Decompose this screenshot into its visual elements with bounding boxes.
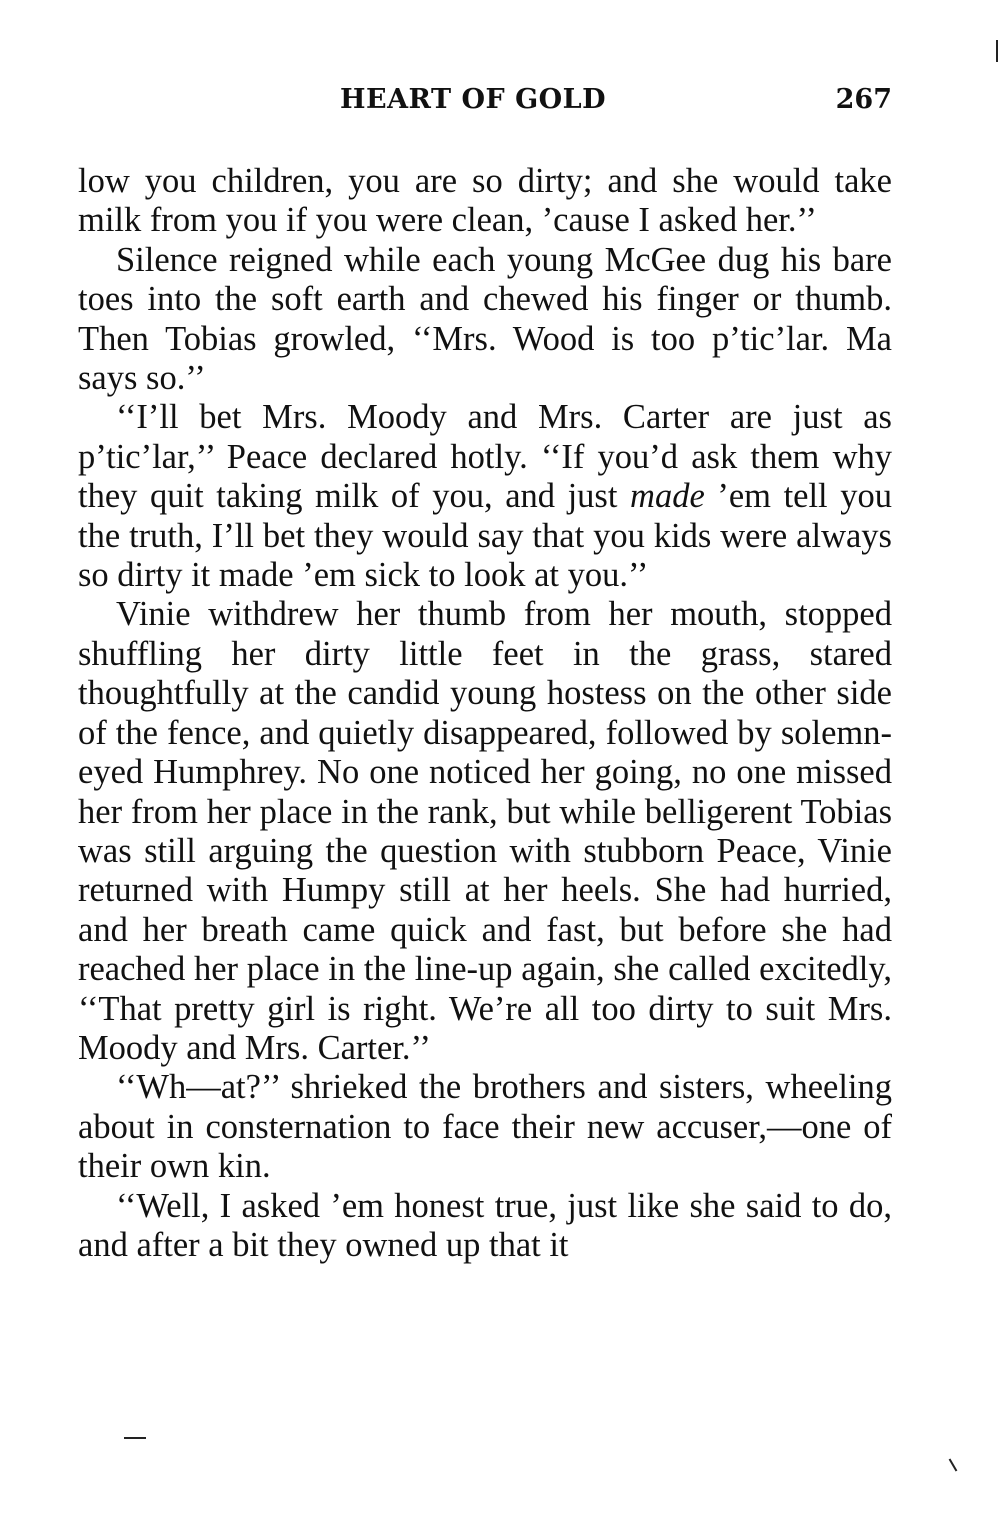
scan-speck bbox=[949, 1458, 958, 1471]
body-text bbox=[78, 162, 892, 1265]
paragraph-5: ‘‘Wh—at?’’ shrieked the brothers and sisters, wheeling about in consternation to face their new accuser,—one of their own kin. bbox=[78, 1068, 892, 1186]
paragraph-1: low you children, you are so dirty; and she would take milk from you if you were clean, ’cause I asked her.’’ bbox=[78, 162, 892, 240]
paragraph-6: ‘‘Well, I asked ’em honest true, just like she said to do, and after a bit they owned up that it bbox=[78, 1186, 892, 1264]
running-head bbox=[78, 84, 892, 124]
page-number: 267 bbox=[835, 84, 892, 115]
paragraph-3-start: ‘‘I’ll bet Mrs. Moody and Mrs. Carter are just as p’tic’lar,’’ Peace declared hotly. ‘‘If you’d ask them why they quit taking milk of you, and just bbox=[78, 398, 892, 516]
paragraph-3-end: ’em tell you the truth, I’ll bet they would say that you kids were always so dirty it made ’em sick to look at you.’’ bbox=[78, 477, 892, 595]
paragraph-4: Vinie withdrew her thumb from her mouth, stopped shuffling her dirty little feet in the grass, stared thoughtfully at the candid young hostess on the other side of the fence, and quietly disappeared, followed by solemn-eyed Humphrey. No one noticed her going, no one missed her from her place in the rank, but while belligerent Tobias was still arguing the question with stubborn Peace, Vinie returned with Humpy still at her heels. She had hurried, and her breath came quick and fast, but before she had reached her place in the line-up again, she called excitedly, ‘‘That pretty girl is right. We’re all too dirty to suit Mrs. Moody and Mrs. Carter.’’ bbox=[78, 595, 892, 1067]
scan-speck bbox=[996, 40, 998, 62]
paragraph-2: Silence reigned while each young McGee dug his bare toes into the soft earth and chewed his finger or thumb. Then Tobias growled, ‘‘Mrs. Wood is too p’tic’lar. Ma says so.’’ bbox=[78, 240, 892, 398]
book-title: HEART OF GOLD bbox=[340, 84, 607, 115]
paragraph-3 bbox=[78, 398, 892, 595]
scan-speck bbox=[124, 1437, 146, 1439]
italic-emphasis: made bbox=[630, 477, 705, 516]
